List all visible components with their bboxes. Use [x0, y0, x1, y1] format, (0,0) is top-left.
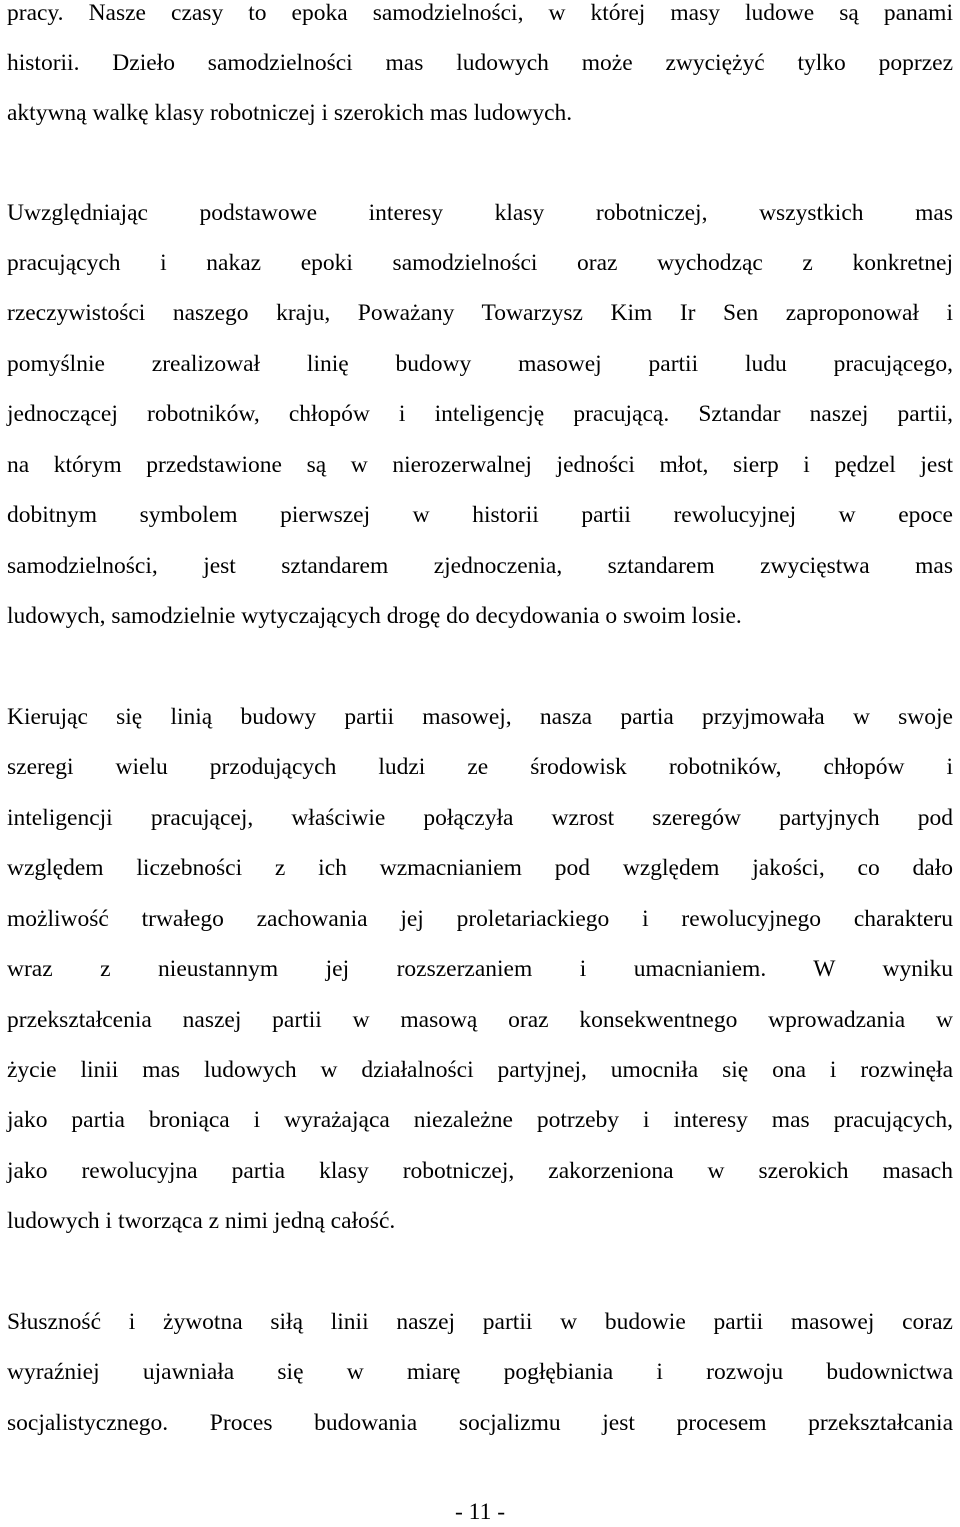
- text-line: ludowych, samodzielnie wytyczających drogę do decydowania o swoim losie.: [7, 603, 742, 629]
- text-line: historii. Dzieło samodzielności mas ludowych może zwyciężyć tylko poprzez: [7, 50, 953, 76]
- text-line: aktywną walkę klasy robotniczej i szerokich mas ludowych.: [7, 100, 573, 126]
- text-line: pracy. Nasze czasy to epoka samodzielności, w której masy ludowe są panami: [7, 0, 953, 26]
- text-line: życie linii mas ludowych w działalności partyjnej, umocniła się ona i rozwinęła: [7, 1057, 953, 1083]
- page-number: - 11 -: [454, 1499, 506, 1525]
- text-line: pomyślnie zrealizował linię budowy masowej partii ludu pracującego,: [7, 351, 953, 377]
- text-line: wraz z nieustannym jej rozszerzaniem i umacnianiem. W wyniku: [7, 956, 953, 982]
- text-line: względem liczebności z ich wzmacnianiem pod względem jakości, co dało: [7, 855, 953, 881]
- text-line: wyraźniej ujawniała się w miarę pogłębiania i rozwoju budownictwa: [7, 1359, 953, 1385]
- text-line: ludowych i tworząca z nimi jedną całość.: [7, 1208, 396, 1234]
- text-line: samodzielności, jest sztandarem zjednoczenia, sztandarem zwycięstwa mas: [7, 553, 953, 579]
- text-line: jako rewolucyjna partia klasy robotniczej, zakorzeniona w szerokich masach: [7, 1158, 953, 1184]
- text-line: Uwzględniając podstawowe interesy klasy robotniczej, wszystkich mas: [7, 200, 953, 226]
- text-line: na którym przedstawione są w nierozerwalnej jedności młot, sierp i pędzel jest: [7, 452, 953, 478]
- text-line: Kierując się linią budowy partii masowej, nasza partia przyjmowała w swoje: [7, 704, 953, 730]
- text-line: inteligencji pracującej, właściwie połączyła wzrost szeregów partyjnych pod: [7, 805, 953, 831]
- text-line: rzeczywistości naszego kraju, Poważany Towarzysz Kim Ir Sen zaproponował i: [7, 300, 953, 326]
- text-line: socjalistycznego. Proces budowania socjalizmu jest procesem przekształcania: [7, 1410, 953, 1436]
- text-line: przekształcenia naszej partii w masową oraz konsekwentnego wprowadzania w: [7, 1007, 953, 1033]
- text-line: szeregi wielu przodujących ludzi ze środowisk robotników, chłopów i: [7, 754, 953, 780]
- text-line: dobitnym symbolem pierwszej w historii partii rewolucyjnej w epoce: [7, 502, 953, 528]
- text-line: jednoczącej robotników, chłopów i inteligencję pracującą. Sztandar naszej partii,: [7, 401, 953, 427]
- text-line: możliwość trwałego zachowania jej proletariackiego i rewolucyjnego charakteru: [7, 906, 953, 932]
- text-line: pracujących i nakaz epoki samodzielności oraz wychodząc z konkretnej: [7, 250, 953, 276]
- text-line: jako partia broniąca i wyrażająca niezależne potrzeby i interesy mas pracujących,: [7, 1107, 953, 1133]
- text-line: Słuszność i żywotna siłą linii naszej partii w budowie partii masowej coraz: [7, 1309, 953, 1335]
